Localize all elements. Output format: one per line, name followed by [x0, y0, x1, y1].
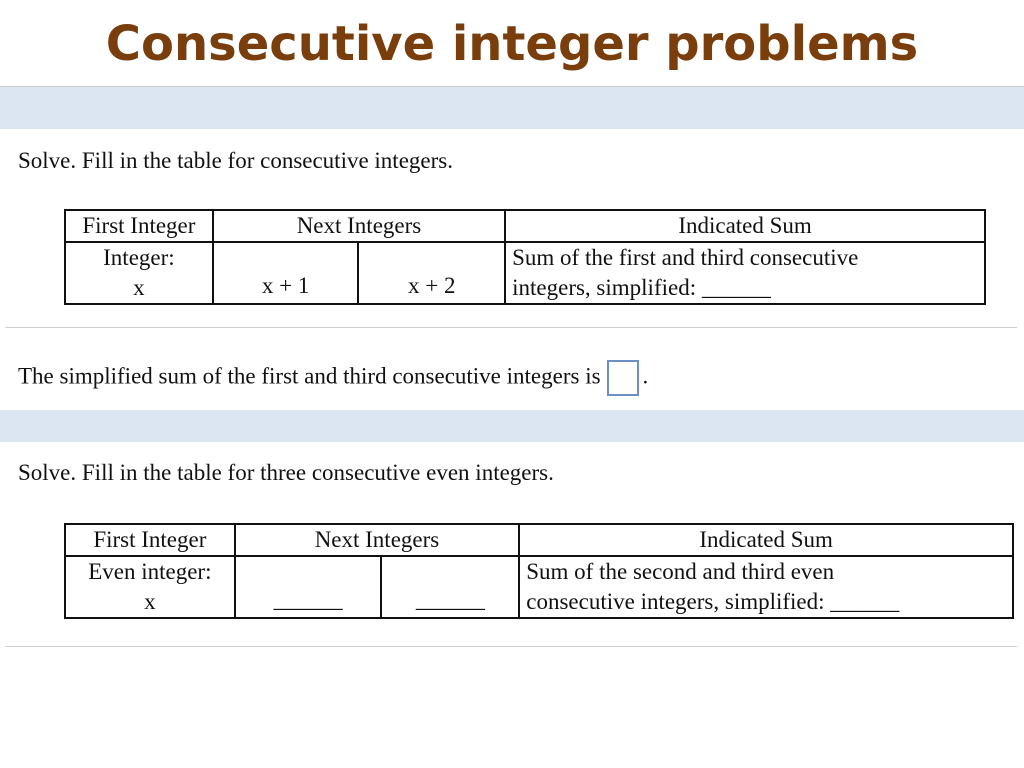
- table-row: [65, 556, 1013, 618]
- header-first-integer: First Integer: [65, 524, 235, 556]
- section-divider-bottom: [5, 646, 1017, 647]
- cell-next-integer-1[interactable]: x + 1: [213, 242, 359, 304]
- page-title: Consecutive integer problems: [105, 16, 919, 72]
- answer-prefix: The simplified sum of the first and third consecutive integers is: [18, 363, 601, 389]
- section-band-2: [0, 410, 1024, 442]
- cell-first-integer: [65, 242, 213, 304]
- cell-indicated-sum[interactable]: [519, 556, 1013, 618]
- sum-text-line2: consecutive integers, simplified: ______: [526, 589, 900, 614]
- sum-text-line1: Sum of the first and third consecutive: [512, 245, 859, 270]
- table-header-row: [65, 524, 1013, 556]
- section-band-1: [0, 87, 1024, 129]
- cell-next-integer-2[interactable]: ______: [381, 556, 519, 618]
- header-next-integers: Next Integers: [235, 524, 520, 556]
- header-next-integers: Next Integers: [213, 210, 505, 242]
- table-header-row: [65, 210, 985, 242]
- first-integer-label: Integer:: [103, 245, 175, 270]
- cell-first-integer: [65, 556, 235, 618]
- answer-suffix: .: [642, 363, 649, 389]
- header-indicated-sum: Indicated Sum: [519, 524, 1013, 556]
- cell-indicated-sum[interactable]: [505, 242, 985, 304]
- table-row: [65, 242, 985, 304]
- header-first-integer: First Integer: [65, 210, 213, 242]
- first-integer-label: Even integer:: [88, 559, 212, 584]
- problem1-answer-line: [18, 360, 648, 396]
- problem1-table: [64, 209, 986, 305]
- cell-next-integer-1[interactable]: ______: [235, 556, 382, 618]
- sum-text-line2: integers, simplified: ______: [512, 275, 771, 300]
- sum-text-line1: Sum of the second and third even: [526, 559, 835, 584]
- cell-next-integer-2[interactable]: x + 2: [358, 242, 505, 304]
- first-integer-var: x: [144, 589, 156, 614]
- first-integer-var: x: [133, 275, 145, 300]
- answer-input-box[interactable]: [607, 360, 639, 396]
- section-divider: [5, 327, 1017, 328]
- problem1-instruction: Solve. Fill in the table for consecutive integers.: [18, 148, 453, 173]
- problem2-table: [64, 523, 1014, 619]
- header-indicated-sum: Indicated Sum: [505, 210, 985, 242]
- problem2-instruction: Solve. Fill in the table for three consecutive even integers.: [18, 460, 554, 485]
